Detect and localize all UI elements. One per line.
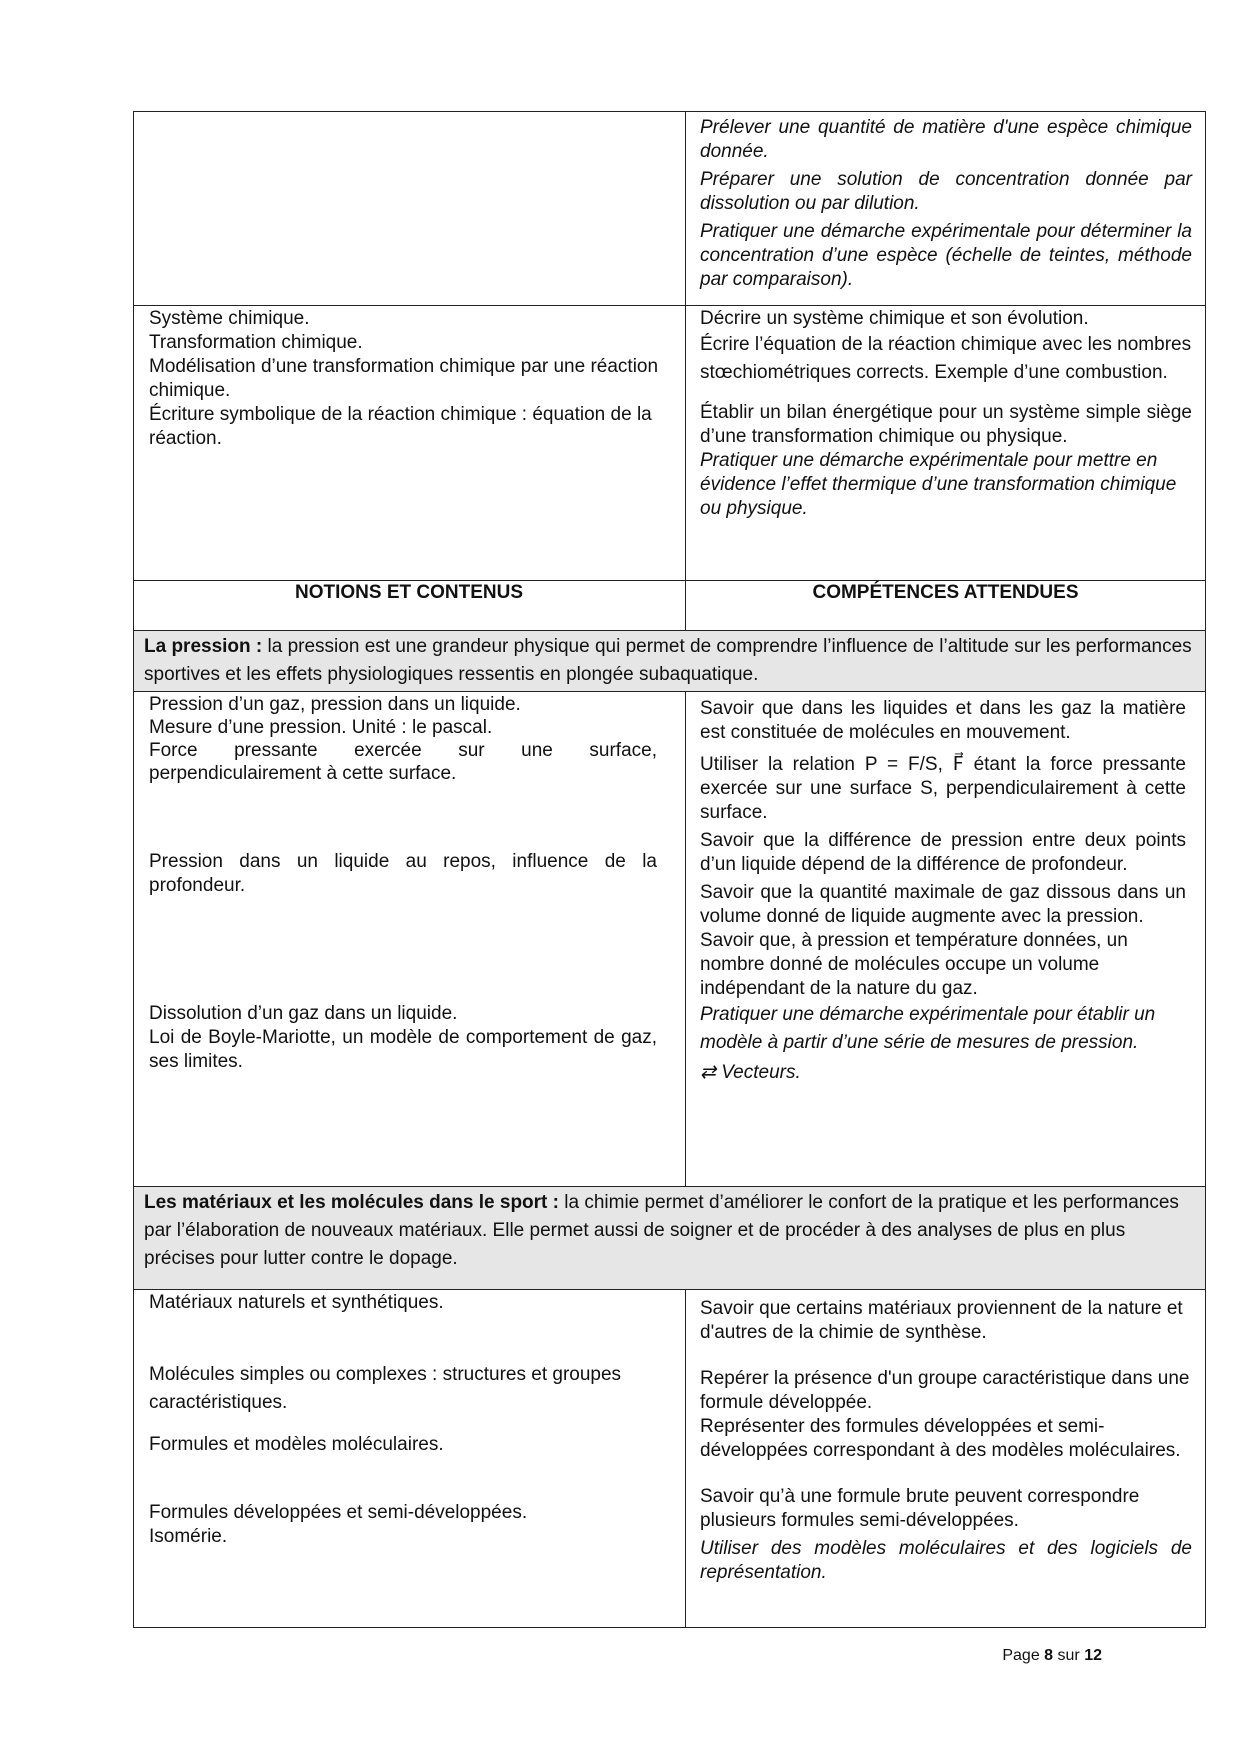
section-band-pression (133, 630, 1206, 692)
pression-notions (149, 693, 657, 1074)
competence-item: Savoir que dans les liquides et dans les gaz la matière est constituée de molécules en mouvement. (700, 698, 1186, 743)
block2-notions (149, 307, 669, 451)
competence-item: Savoir que certains matériaux proviennent de la nature et d'autres de la chimie de synthèse. (700, 1298, 1183, 1343)
header-competences: COMPÉTENCES ATTENDUES (812, 582, 1079, 603)
competence-item: Savoir que la différence de pression entre deux points d’un liquide dépend de la différence de profondeur. (700, 830, 1186, 875)
competence-item: Repérer la présence d'un groupe caractéristique dans une formule développée. (700, 1368, 1190, 1413)
competence-item: Décrire un système chimique et son évolution. (700, 308, 1089, 329)
competence-item: Savoir que la quantité maximale de gaz dissous dans un volume donné de liquide augmente avec la pression. (700, 882, 1186, 927)
notion-item: Matériaux naturels et synthétiques. (149, 1292, 444, 1313)
competence-item: ⇄ Vecteurs. (700, 1062, 801, 1083)
materiaux-competences (700, 1297, 1192, 1585)
notion-item: Isomérie. (149, 1526, 228, 1547)
competence-item: Établir un bilan énergétique pour un système simple siège d’une transformation chimique ou physique. (700, 402, 1192, 447)
notion-item: Formules développées et semi-développées. (149, 1502, 528, 1523)
notion-item: Mesure d’une pression. Unité : le pascal. (149, 717, 493, 738)
notion-item: Pression dans un liquide au repos, influence de la profondeur. (149, 851, 657, 896)
notion-item: Pression d’un gaz, pression dans un liquide. (149, 694, 521, 715)
column-divider (685, 111, 686, 631)
competence-item: Savoir que, à pression et température données, un nombre donné de molécules occupe un volume indépendant de la nature du gaz. (700, 930, 1128, 999)
notion-item: Molécules simples ou complexes : structures et groupes caractéristiques. (149, 1364, 622, 1413)
competence-item: Pratiquer une démarche expérimentale pour mettre en évidence l’effet thermique d’une transformation chimique ou physique. (700, 450, 1177, 519)
materiaux-notions (149, 1291, 679, 1549)
competence-item: Préparer une solution de concentration donnée par dissolution ou par dilution. (700, 169, 1192, 214)
competence-item: Savoir qu’à une formule brute peuvent correspondre plusieurs formules semi-développées. (700, 1486, 1140, 1531)
column-divider (685, 1290, 686, 1628)
section-title: Les matériaux et les molécules dans le sport : (144, 1192, 559, 1213)
competence-item: Représenter des formules développées et semi-développées correspondant à des modèles moléculaires. (700, 1416, 1181, 1461)
notion-item: Modélisation d’une transformation chimique par une réaction chimique. (149, 356, 659, 401)
competence-item: Utiliser des modèles moléculaires et des logiciels de représentation. (700, 1538, 1192, 1583)
competence-item: Prélever une quantité de matière d'une espèce chimique donnée. (700, 117, 1192, 162)
pression-competences (700, 697, 1186, 1085)
notion-item: Transformation chimique. (149, 332, 363, 353)
competence-item: Pratiquer une démarche expérimentale pour établir un modèle à partir d’une série de mesures de pression. (700, 1004, 1156, 1053)
section-description: la chimie permet d’améliorer le confort de la pratique et les performances par l’élaboration de nouveaux matériaux. Elle permet aussi de soigner et de procéder à des analyses de plus en plus précises pour lutter contre le dopage. (144, 1192, 1179, 1269)
block2-competences (700, 307, 1192, 521)
notion-item: Écriture symbolique de la réaction chimique : équation de la réaction. (149, 404, 652, 449)
row-divider (133, 580, 1206, 581)
notion-item: Formules et modèles moléculaires. (149, 1434, 444, 1455)
section-description: la pression est une grandeur physique qui permet de comprendre l’influence de l’altitude sur les performances sportives et les effets physiologiques ressentis en plongée subaquatique. (144, 636, 1192, 685)
notion-item: Loi de Boyle-Mariotte, un modèle de comportement de gaz, ses limites. (149, 1027, 657, 1072)
competence-item: Écrire l’équation de la réaction chimique avec les nombres stœchiométriques corrects. Exemple d’une combustion. (700, 334, 1192, 383)
page-number: Page 8 sur 12 (1002, 1647, 1102, 1664)
notion-item: Système chimique. (149, 308, 310, 329)
block1-competences (700, 116, 1192, 292)
header-notions: NOTIONS ET CONTENUS (294, 582, 523, 603)
notion-item: Dissolution d’un gaz dans un liquide. (149, 1003, 458, 1024)
row-divider (133, 305, 1206, 306)
section-band-materiaux (133, 1186, 1206, 1290)
notion-item: Force pressante exercée sur une surface, perpendiculairement à cette surface. (149, 740, 657, 784)
competence-item: Utiliser la relation P = F/S, F⃗ étant la force pressante exercée sur une surface S, perpendiculairement à cette surface. (700, 754, 1186, 823)
competence-item: Pratiquer une démarche expérimentale pour déterminer la concentration d’une espèce (échelle de teintes, méthode par comparaison). (700, 221, 1192, 290)
column-divider (685, 691, 686, 1186)
section-title: La pression : (144, 636, 263, 657)
